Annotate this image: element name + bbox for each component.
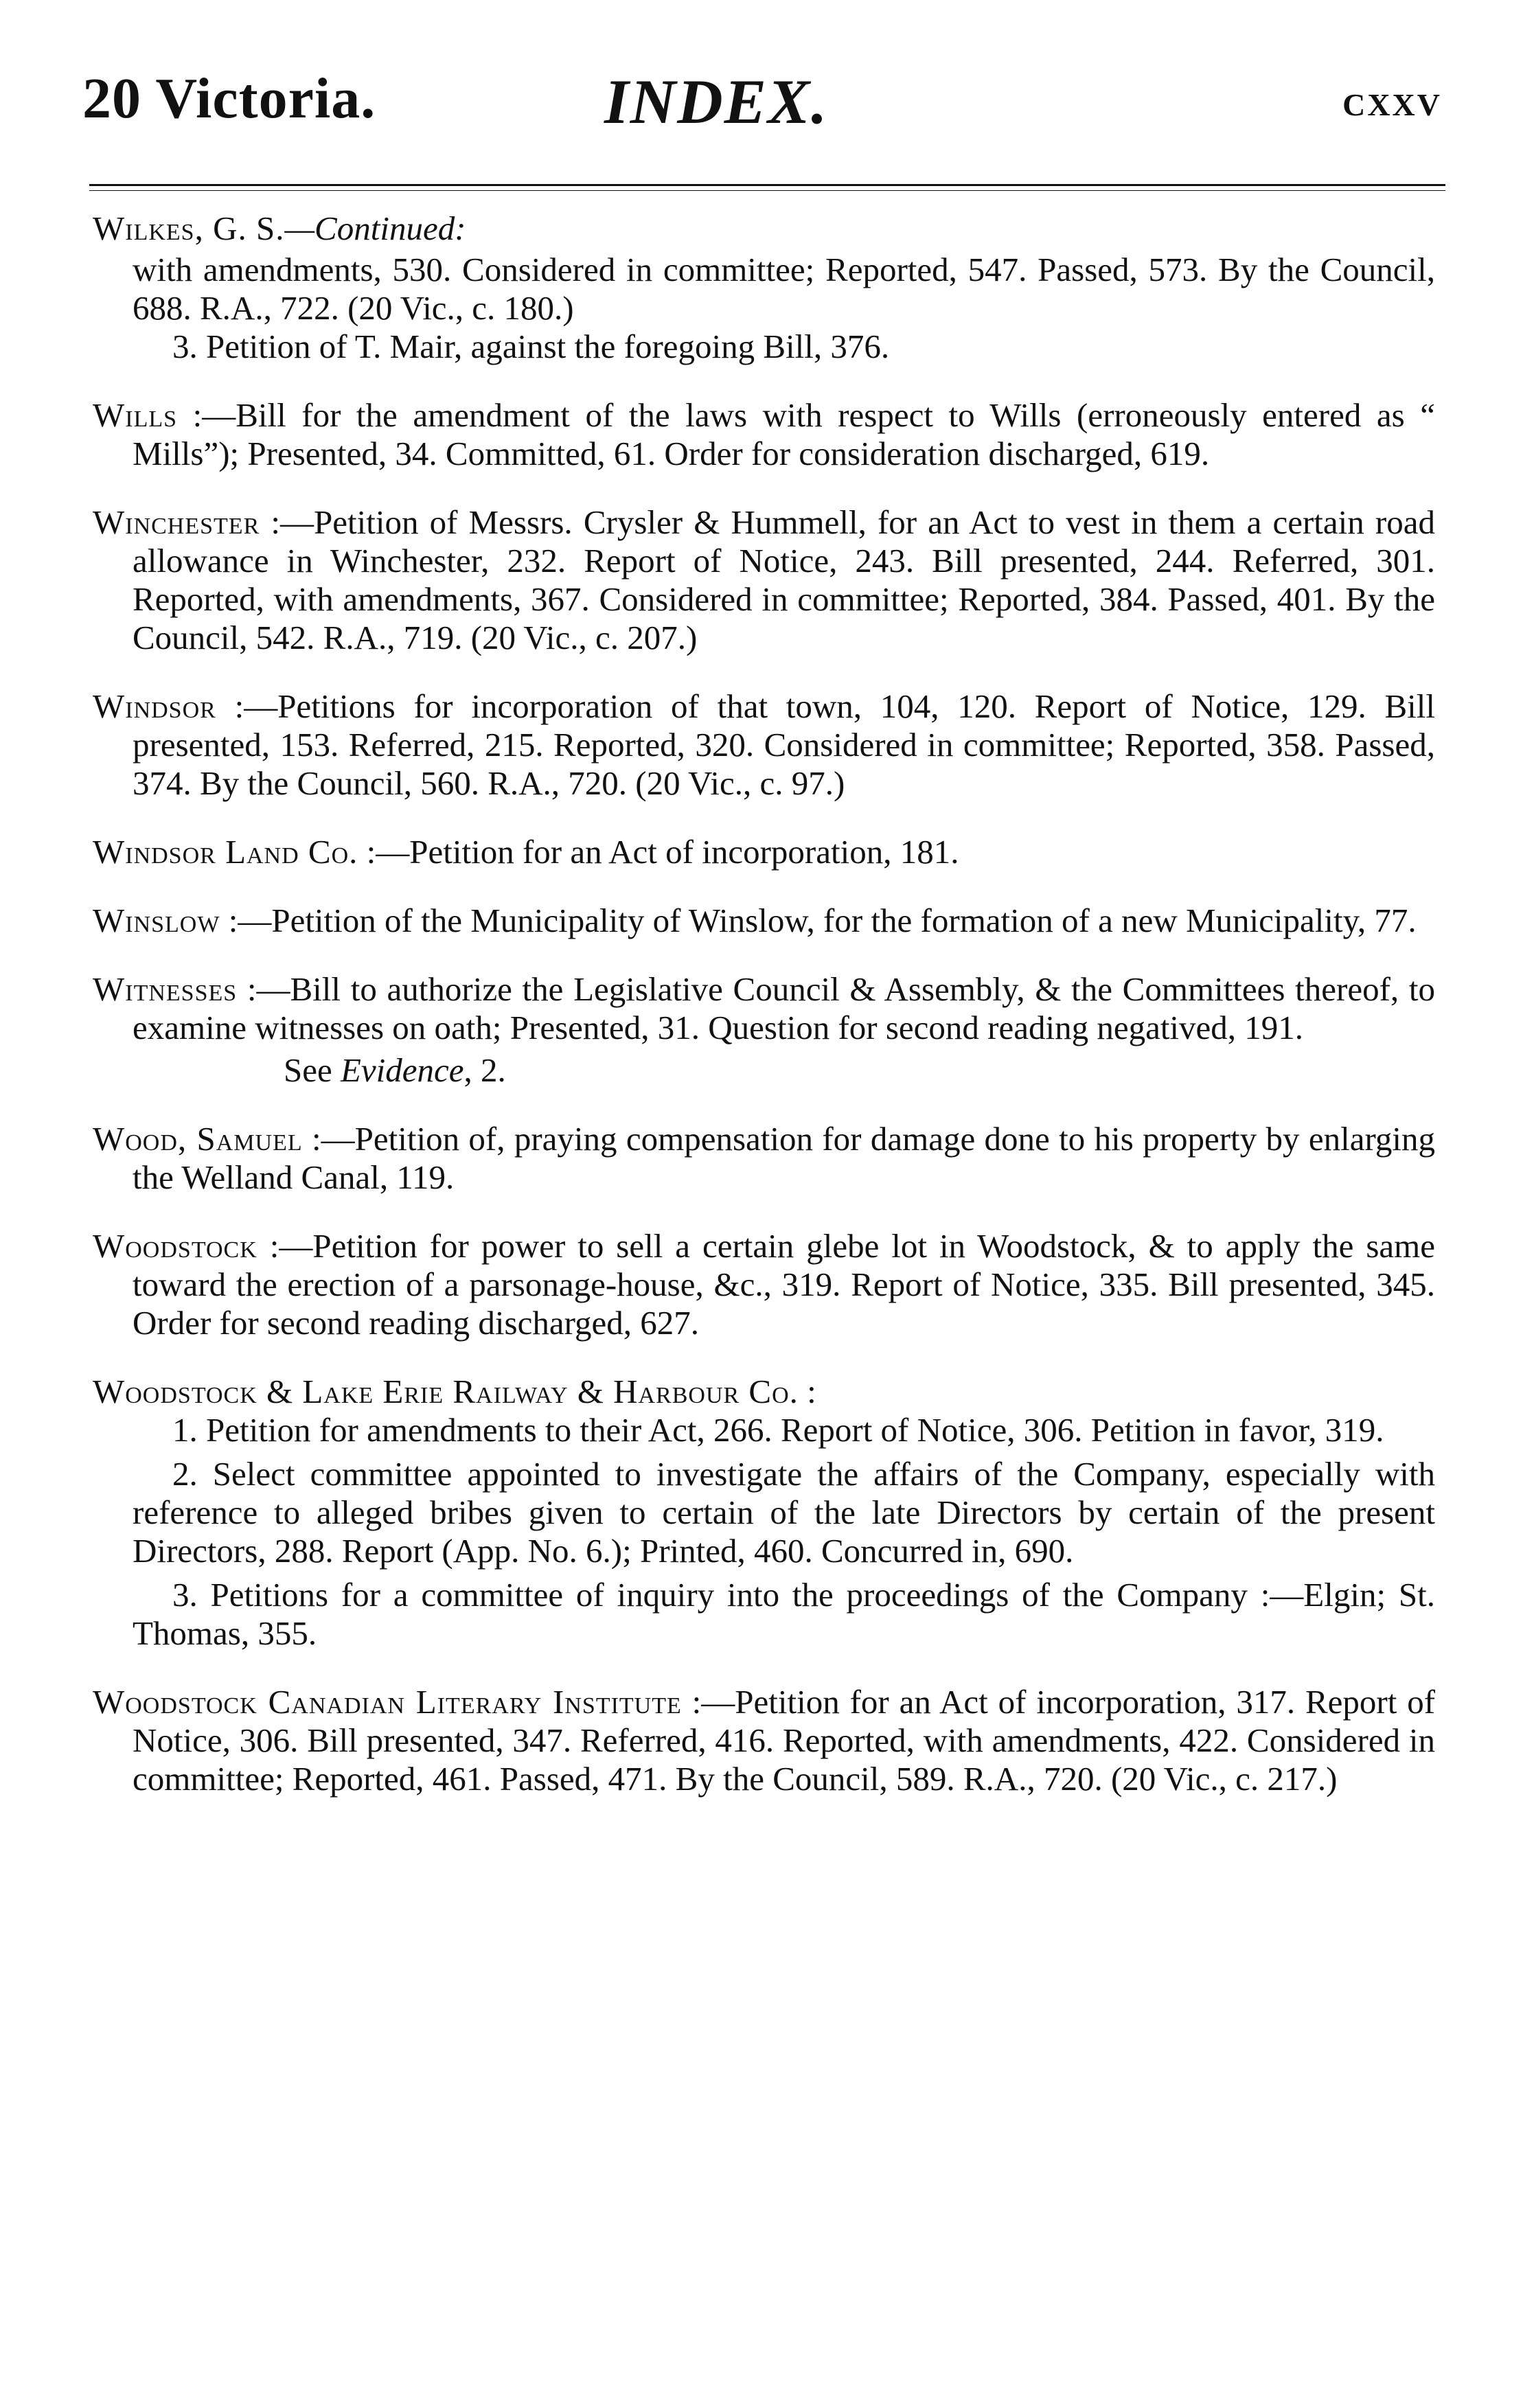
index-entry-wilkes xyxy=(93,209,1435,366)
entry-heading: Winchester xyxy=(93,503,260,541)
index-entry-winchester xyxy=(93,503,1435,657)
header-rule xyxy=(89,184,1445,186)
index-entry-woodstock-lake-erie: Woodstock & Lake Erie Railway & Harbour Co. : 1. Petition for amendments to their Act, 266. Report of Notice, 306. Petition in favor, 319. 2. Select committee appointed to investigate the affairs of the Company, especially with reference to alleged bribes given to certain of the late Directors by certain of the present Directors, 288. Report (App. No. 6.); Printed, 460. Concurred in, 690. 3. Petitions for a committee of inquiry into the proceedings of the Company :—Elgin; St. Thomas, 355. xyxy=(93,1373,1435,1652)
index-entry-woodstock xyxy=(93,1227,1435,1342)
cross-reference: See Evidence, 2. xyxy=(284,1051,506,1089)
page-header xyxy=(82,65,1442,148)
entry-heading: Woodstock & Lake Erie Railway & Harbour Co. xyxy=(93,1373,799,1410)
entry-heading: Woodstock Canadian Literary Institute xyxy=(93,1683,682,1721)
entry-subitem: 1. Petition for amendments to their Act, 266. Report of Notice, 306. Petition in favor, 319. xyxy=(172,1411,1384,1449)
entry-subitem: 3. Petition of T. Mair, against the foregoing Bill, 376. xyxy=(172,328,890,365)
index-entry-windsor xyxy=(93,687,1435,803)
header-volume: 20 Victoria. xyxy=(82,67,376,130)
entry-text: :—Petition of the Municipality of Winslow, for the formation of a new Municipality, 77. xyxy=(228,902,1417,939)
index-entry-wood xyxy=(93,1120,1435,1197)
entry-heading: Winslow xyxy=(93,902,220,939)
header-title: INDEX. xyxy=(604,67,829,137)
entry-heading: Woodstock xyxy=(93,1227,257,1265)
entry-text: :—Petitions for incorporation of that town, 104, 120. Report of Notice, 129. Bill presented, 153. Referred, 215. Reported, 320. Considered in committee; Reported, 358. Passed, 374. By the Council, 560. R.A., 720. (20 Vic., c. 97.) xyxy=(133,687,1436,802)
index-entry-winslow xyxy=(93,902,1435,940)
entry-text: with amendments, 530. Considered in committee; Reported, 547. Passed, 573. By the Council, 688. R.A., 722. (20 Vic., c. 180.) xyxy=(133,251,1435,327)
entry-text: :—Petition of Messrs. Crysler & Hummell, for an Act to vest in them a certain road allowance in Winchester, 232. Report of Notice, 243. Bill presented, 244. Referred, 301. Reported, with amendments, 367. Considered in committee; Reported, 384. Passed, 401. By the Council, 542. R.A., 719. (20 Vic., c. 207.) xyxy=(133,503,1435,656)
entry-text: :—Petition of, praying compensation for damage done to his property by enlarging the Welland Canal, 119. xyxy=(133,1120,1435,1196)
entry-text: :—Bill to authorize the Legislative Council & Assembly, & the Committees thereof, to examine witnesses on oath; Presented, 31. Question for second reading negatived, 191. xyxy=(133,970,1436,1046)
index-entry-witnesses xyxy=(93,970,1435,1090)
entry-subitem: 2. Select committee appointed to investigate the affairs of the Company, especially with reference to alleged bribes given to certain of the late Directors by certain of the present Directors, 288. Report (App. No. 6.); Printed, 460. Concurred in, 690. xyxy=(133,1455,1435,1570)
header-rule-thin xyxy=(89,190,1445,191)
entry-text: :—Petition for an Act of incorporation, 181. xyxy=(366,833,959,871)
index-entry-woodstock-canadian xyxy=(93,1683,1435,1798)
entry-text: :—Petition for an Act of incorporation, 317. Report of Notice, 306. Bill presented, 347. Referred, 416. Reported, with amendments, 422. Considered in committee; Reported, 461. Passed, 471. By the Council, 589. R.A., 720. (20 Vic., c. 217.) xyxy=(133,1683,1436,1798)
entry-heading: Wilkes, G. S. xyxy=(93,209,285,247)
entry-subitem: 3. Petitions for a committee of inquiry into the proceedings of the Company :—Elgin; St. Thomas, 355. xyxy=(133,1576,1435,1652)
index-entry-windsor-land xyxy=(93,833,1435,871)
continued-label: —Continued: xyxy=(284,209,466,247)
entry-heading: Windsor xyxy=(93,687,216,725)
entry-heading: Wood, Samuel xyxy=(93,1120,303,1158)
entry-heading: Windsor Land Co. xyxy=(93,833,358,871)
index-content xyxy=(93,209,1435,1828)
cross-reference-target: Evidence xyxy=(341,1051,464,1089)
entry-text: :—Bill for the amendment of the laws with respect to Wills (erroneously entered as “ Mills”); Presented, 34. Committed, 61. Order for consideration discharged, 619. xyxy=(133,396,1435,472)
entry-heading: Witnesses xyxy=(93,970,238,1008)
entry-text: :—Petition for power to sell a certain glebe lot in Woodstock, & to apply the same toward the erection of a parsonage-house, &c., 319. Report of Notice, 335. Bill presented, 345. Order for second reading discharged, 627. xyxy=(133,1227,1436,1342)
index-entry-wills xyxy=(93,396,1435,473)
header-page-number: cxxv xyxy=(1342,76,1442,126)
entry-heading: Wills xyxy=(93,396,178,434)
